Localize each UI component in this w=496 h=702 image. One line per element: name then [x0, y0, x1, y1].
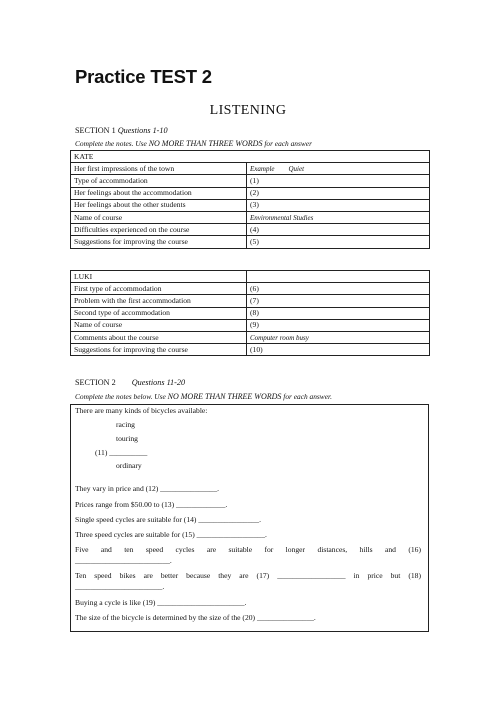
row-label: Name of course — [71, 211, 247, 223]
note-line: _______________________. — [75, 582, 165, 591]
answer-slot[interactable]: (6) — [247, 283, 430, 295]
kind-item: racing — [116, 420, 135, 429]
section1-instruction — [75, 139, 312, 148]
table-row — [71, 187, 430, 199]
table-row — [71, 163, 430, 175]
row-label: Her first impressions of the town — [71, 163, 247, 175]
note-line: Five and ten speed cycles are suitable for longer distances, hills and (16) — [75, 545, 421, 554]
section1-heading — [75, 126, 168, 135]
row-label: Difficulties experienced on the course — [71, 224, 247, 236]
table-row — [71, 307, 430, 319]
box-intro: There are many kinds of bicycles available: — [75, 406, 208, 415]
row-label: Suggestions for improving the course — [71, 344, 247, 356]
section2-label: SECTION 2 — [75, 378, 116, 387]
instruction-text: Complete the notes below. Use — [75, 392, 168, 401]
row-label: Suggestions for improving the course — [71, 236, 247, 248]
kind-item-answer[interactable]: (11) __________ — [95, 448, 148, 457]
kind-item: touring — [116, 434, 138, 443]
note-line: Three speed cycles are suitable for (15) __________________. — [75, 530, 267, 539]
kind-item: ordinary — [116, 461, 142, 470]
table-row — [71, 211, 430, 223]
empty-cell — [247, 271, 430, 283]
row-label: Type of accommodation — [71, 175, 247, 187]
note-line: Single speed cycles are suitable for (14) ________________. — [75, 515, 262, 524]
section2-questions: Questions 11-20 — [131, 378, 186, 387]
note-line: _________________________. — [75, 556, 172, 565]
table-row — [71, 224, 430, 236]
note-line: They vary in price and (12) _______________. — [75, 484, 220, 493]
note-line: Ten speed bikes are better because they are (17) __________________ in price but (18) — [75, 571, 421, 580]
row-label: Problem with the first accommodation — [71, 295, 247, 307]
table-header: KATE — [71, 151, 430, 163]
answer-slot[interactable]: (1) — [247, 175, 430, 187]
answer-slot[interactable]: (10) — [247, 344, 430, 356]
instruction-emphasis: NO MORE THAN THREE WORDS — [167, 392, 282, 401]
note-line: The size of the bicycle is determined by the size of the (20) _______________. — [75, 613, 316, 622]
row-label: Second type of accommodation — [71, 307, 247, 319]
note-line: Buying a cycle is like (19) _______________________. — [75, 598, 247, 607]
table-row — [71, 283, 430, 295]
table-row — [71, 199, 430, 211]
row-value: Computer room busy — [247, 331, 430, 343]
row-label: Name of course — [71, 319, 247, 331]
row-value: Environmental Studies — [247, 211, 430, 223]
note-line: Prices range from $50.00 to (13) _____________. — [75, 500, 228, 509]
instruction-emphasis: NO MORE THAN THREE WORDS — [148, 139, 263, 148]
answer-slot[interactable]: (9) — [247, 319, 430, 331]
row-label: First type of accommodation — [71, 283, 247, 295]
luki-notes-table — [70, 270, 430, 356]
table-row — [71, 151, 430, 163]
table-row — [71, 295, 430, 307]
row-label: Her feelings about the accommodation — [71, 187, 247, 199]
section2-heading — [75, 378, 185, 387]
section1-questions: Questions 1-10 — [117, 126, 168, 135]
table-header: LUKI — [71, 271, 247, 283]
table-row — [71, 319, 430, 331]
instruction-text-end: for each answer — [262, 139, 312, 148]
table-row — [71, 236, 430, 248]
row-label: Comments about the course — [71, 331, 247, 343]
answer-slot[interactable]: (2) — [247, 187, 430, 199]
row-label: Her feelings about the other students — [71, 199, 247, 211]
table-row — [71, 271, 430, 283]
table-row — [71, 344, 430, 356]
kate-notes-table — [70, 150, 430, 249]
answer-slot[interactable]: (5) — [247, 236, 430, 248]
answer-slot[interactable]: (7) — [247, 295, 430, 307]
table-row — [71, 331, 430, 343]
answer-slot[interactable]: (4) — [247, 224, 430, 236]
instruction-text-end: for each answer. — [281, 392, 332, 401]
section2-instruction — [75, 392, 332, 401]
table-row — [71, 175, 430, 187]
row-value: Example Quiet — [247, 163, 430, 175]
section1-label: SECTION 1 — [75, 126, 116, 135]
instruction-text: Complete the notes. Use — [75, 139, 149, 148]
answer-slot[interactable]: (3) — [247, 199, 430, 211]
answer-slot[interactable]: (8) — [247, 307, 430, 319]
listening-heading: LISTENING — [209, 103, 287, 118]
page-title: Practice TEST 2 — [75, 66, 212, 87]
